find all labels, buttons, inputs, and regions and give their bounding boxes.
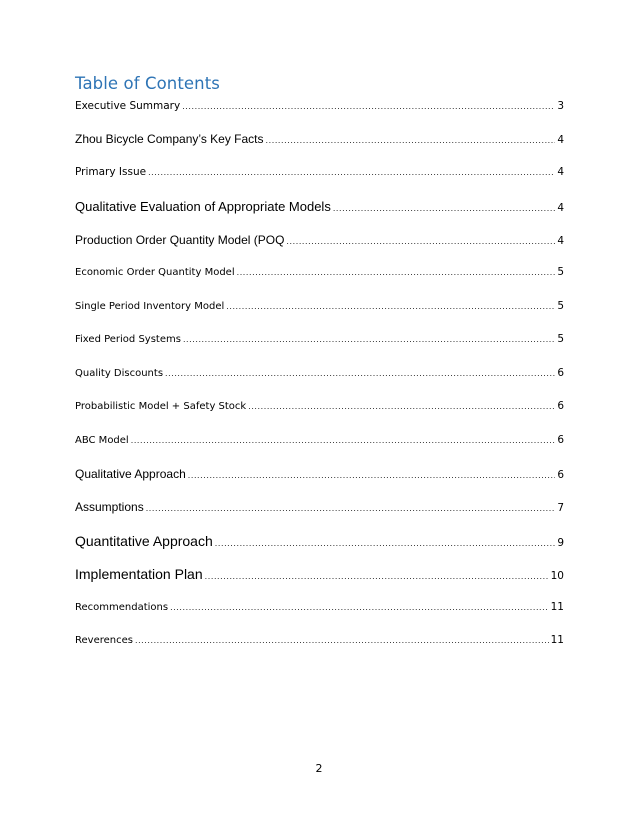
toc-dot-leader — [131, 435, 556, 445]
toc-entry-page: 5 — [557, 266, 564, 278]
toc-entry-implementation-plan[interactable] — [75, 566, 564, 582]
toc-entry-probabilistic-model[interactable] — [75, 400, 564, 412]
page-number: 2 — [315, 762, 323, 775]
toc-entry-label: Zhou Bicycle Company’s Key Facts — [75, 132, 264, 146]
toc-entry-key-facts[interactable] — [75, 132, 564, 146]
toc-dot-leader — [286, 236, 555, 246]
toc-entry-executive-summary[interactable] — [75, 100, 564, 112]
toc-entry-label: Probabilistic Model + Safety Stock — [75, 401, 247, 412]
toc-entry-label: Production Order Quantity Model (POQ — [75, 233, 285, 247]
toc-entry-page: 4 — [557, 235, 564, 247]
toc-entry-page: 4 — [557, 202, 564, 214]
toc-entry-label: Quality Discounts — [75, 368, 164, 379]
toc-dot-leader — [188, 470, 556, 480]
toc-title: Table of Contents — [75, 74, 220, 93]
toc-entry-recommendations[interactable] — [75, 601, 564, 613]
toc-entry-label: Economic Order Quantity Model — [75, 267, 235, 278]
toc-entry-label: Qualitative Evaluation of Appropriate Models — [75, 199, 331, 214]
toc-dot-leader — [135, 635, 549, 645]
toc-entry-label: Executive Summary — [75, 100, 181, 112]
toc-entry-page: 4 — [557, 134, 564, 146]
toc-dot-leader — [205, 571, 549, 581]
toc-entry-label: Primary Issue — [75, 166, 147, 178]
toc-entry-label: Reverences — [75, 635, 133, 646]
toc-entry-page: 5 — [557, 333, 564, 345]
toc-entry-quantitative-approach[interactable] — [75, 533, 564, 549]
toc-entry-label: Quantitative Approach — [75, 533, 213, 549]
toc-dot-leader — [183, 334, 555, 344]
toc-dot-leader — [148, 167, 555, 177]
toc-dot-leader — [215, 538, 556, 548]
toc-entry-label: Recommendations — [75, 602, 169, 613]
toc-entry-single-period-model[interactable] — [75, 300, 564, 312]
toc-entry-label: ABC Model — [75, 435, 129, 446]
toc-entry-reverences[interactable] — [75, 634, 564, 646]
toc-entry-page: 11 — [550, 601, 564, 613]
toc-entry-page: 6 — [557, 469, 564, 481]
toc-entry-label: Fixed Period Systems — [75, 334, 181, 345]
toc-dot-leader — [226, 301, 555, 311]
toc-entry-page: 11 — [550, 634, 564, 646]
toc-entry-label: Qualitative Approach — [75, 467, 186, 481]
toc-entry-qualitative-evaluation[interactable] — [75, 199, 564, 214]
toc-entry-abc-model[interactable] — [75, 434, 564, 446]
toc-entry-primary-issue[interactable] — [75, 166, 564, 178]
toc-dot-leader — [266, 135, 556, 145]
toc-entry-assumptions[interactable] — [75, 500, 564, 514]
toc-entry-page: 6 — [557, 400, 564, 412]
toc-dot-leader — [333, 203, 555, 213]
toc-entry-fixed-period-systems[interactable] — [75, 333, 564, 345]
toc-entry-page: 3 — [557, 100, 564, 112]
toc-entry-label: Assumptions — [75, 500, 144, 514]
toc-entry-label: Single Period Inventory Model — [75, 301, 225, 312]
toc-entry-page: 4 — [557, 166, 564, 178]
toc-entry-qualitative-approach[interactable] — [75, 467, 564, 481]
toc-entry-label: Implementation Plan — [75, 566, 203, 582]
toc-entry-page: 7 — [557, 502, 564, 514]
toc-entry-quality-discounts[interactable] — [75, 367, 564, 379]
toc-dot-leader — [237, 267, 556, 277]
toc-entry-eoq-model[interactable] — [75, 266, 564, 278]
toc-entry-poq-model[interactable] — [75, 233, 564, 247]
toc-dot-leader — [170, 602, 549, 612]
toc-entry-page: 9 — [557, 537, 564, 549]
toc-dot-leader — [248, 401, 555, 411]
toc-dot-leader — [165, 368, 555, 378]
toc-dot-leader — [146, 503, 556, 513]
toc-entry-page: 5 — [557, 300, 564, 312]
toc-dot-leader — [182, 101, 555, 111]
toc-entry-page: 6 — [557, 367, 564, 379]
toc-entry-page: 10 — [550, 570, 564, 582]
toc-entry-page: 6 — [557, 434, 564, 446]
